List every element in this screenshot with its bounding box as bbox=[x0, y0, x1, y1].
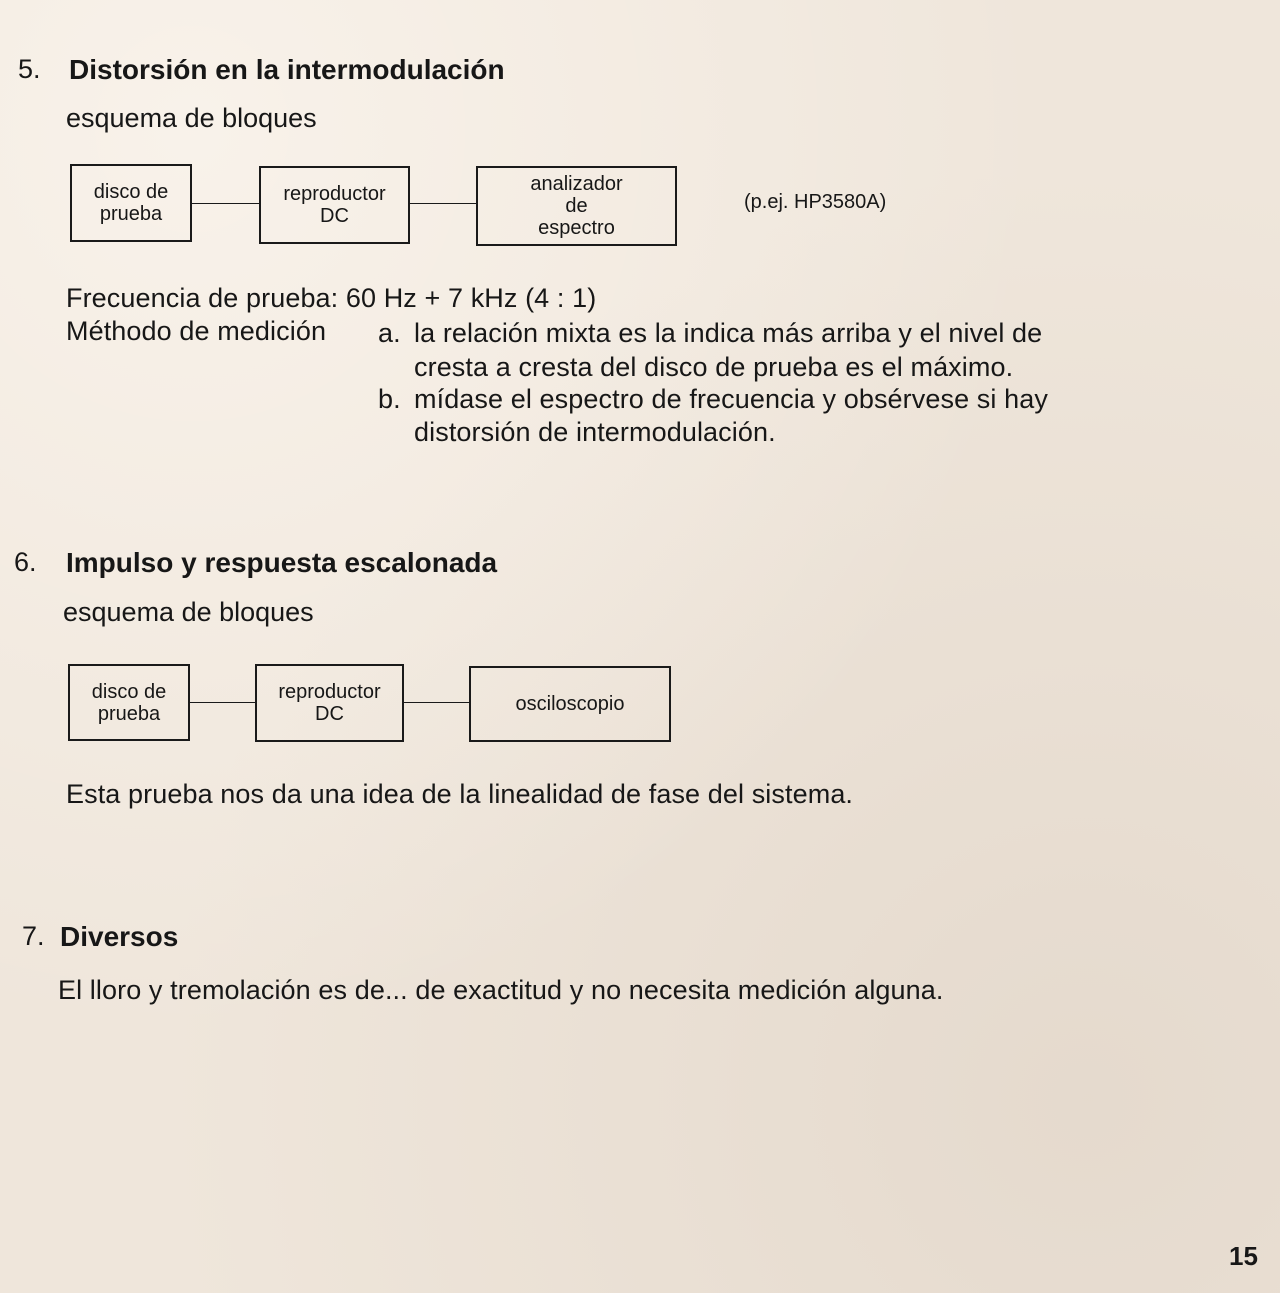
section-7-number: 7. bbox=[22, 921, 45, 951]
method-a-line-2: cresta a cresta del disco de prueba es el máximo. bbox=[414, 352, 1014, 382]
method-a-marker: a. bbox=[378, 318, 401, 348]
block-test-disc bbox=[70, 164, 192, 242]
block-label: disco de prueba bbox=[93, 181, 169, 225]
connector-line bbox=[192, 203, 259, 204]
test-frequency: Frecuencia de prueba: 60 Hz + 7 kHz (4 : 1) bbox=[66, 283, 597, 313]
block-cd-player bbox=[255, 664, 404, 742]
block-label: reproductor DC bbox=[278, 681, 381, 725]
block-cd-player bbox=[259, 166, 410, 244]
block-label: analizador de espectro bbox=[530, 173, 623, 239]
page-number: 15 bbox=[1229, 1241, 1258, 1271]
method-b-line-2: distorsión de intermodulación. bbox=[414, 417, 776, 447]
block-test-disc bbox=[68, 664, 190, 741]
section-6-description: Esta prueba nos da una idea de la linealidad de fase del sistema. bbox=[66, 779, 854, 809]
section-7-title: Diversos bbox=[60, 921, 179, 952]
method-a-line-1: la relación mixta es la indica más arriba y el nivel de bbox=[414, 318, 1043, 348]
method-b-line-1: mídase el espectro de frecuencia y obsérvese si hay bbox=[414, 384, 1048, 414]
block-oscilloscope bbox=[469, 666, 671, 742]
connector-line bbox=[190, 702, 255, 703]
method-b-marker: b. bbox=[378, 384, 401, 414]
example-note: (p.ej. HP3580A) bbox=[744, 191, 887, 213]
block-label: reproductor DC bbox=[283, 183, 386, 227]
section-6-title: Impulso y respuesta escalonada bbox=[66, 547, 498, 578]
block-label: disco de prueba bbox=[91, 680, 167, 725]
section-5-title: Distorsión en la intermodulación bbox=[69, 54, 505, 85]
block-label: osciloscopio bbox=[515, 693, 625, 715]
section-5-number: 5. bbox=[18, 54, 41, 84]
section-7-description: El lloro y tremolación es de... de exactitud y no necesita medición alguna. bbox=[58, 975, 944, 1005]
section-6-subtitle: esquema de bloques bbox=[63, 597, 314, 627]
section-6-number: 6. bbox=[14, 547, 37, 577]
connector-line bbox=[404, 702, 469, 703]
block-spectrum-analyzer bbox=[476, 166, 677, 246]
section-5-subtitle: esquema de bloques bbox=[66, 103, 317, 133]
connector-line bbox=[410, 203, 476, 204]
method-label: Méthodo de medición bbox=[66, 316, 327, 346]
